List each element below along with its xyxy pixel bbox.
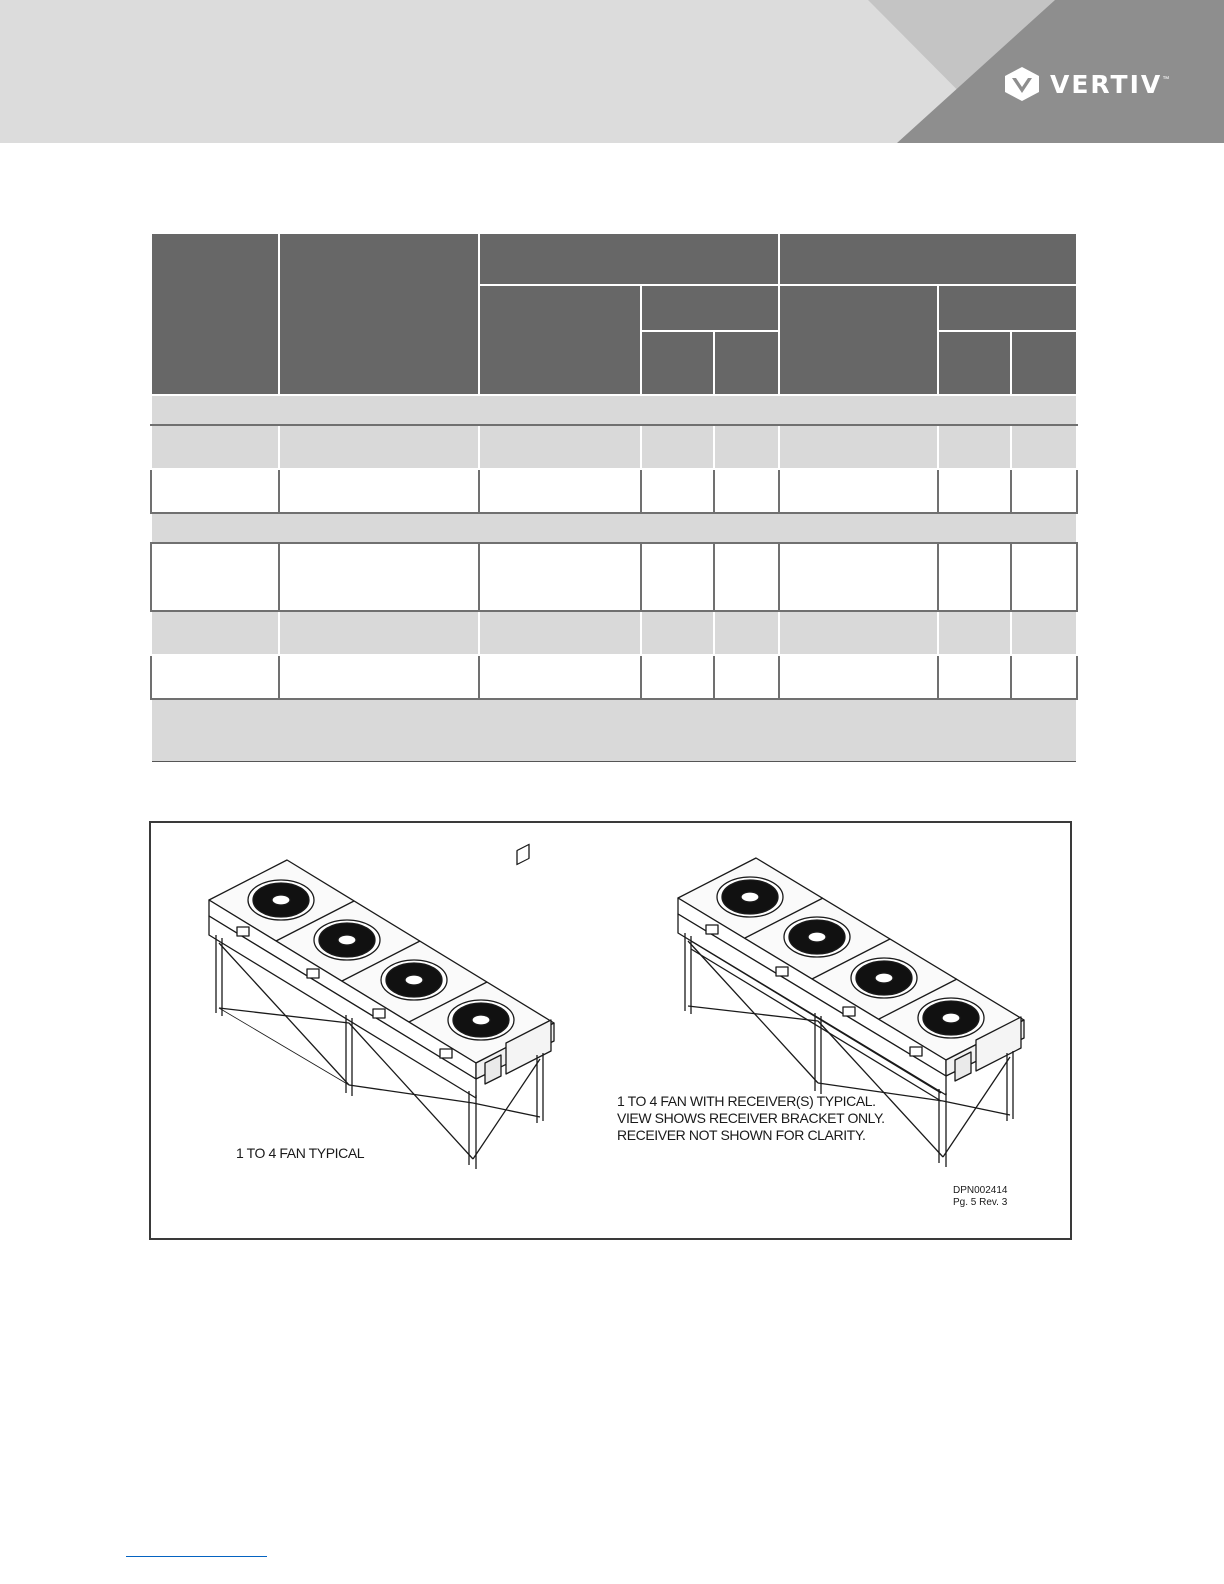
- fan-icon: [381, 960, 447, 1000]
- table-cell: [938, 611, 1011, 655]
- fan-icon: [448, 1000, 514, 1040]
- table-cell: [938, 543, 1011, 611]
- table-cell: [151, 611, 279, 655]
- brand-name: VERTIV: [1050, 69, 1163, 99]
- table-cell: [779, 543, 938, 611]
- fan-icon: [918, 998, 984, 1038]
- table-cell: [479, 611, 641, 655]
- table-cell: [938, 425, 1011, 469]
- vertiv-chevron-icon: [1003, 66, 1041, 102]
- spec-table: [150, 232, 1078, 762]
- table-header-row-1: [151, 233, 1077, 285]
- table-cell: [641, 611, 714, 655]
- table-cell: [779, 469, 938, 513]
- doc-number: DPN002414: [953, 1185, 1008, 1196]
- header-cell: [714, 331, 779, 395]
- table-cell: [714, 469, 779, 513]
- header-subgroup-cell: [641, 285, 779, 331]
- table-row: [151, 469, 1077, 513]
- section-row: [151, 513, 1077, 543]
- header-subgroup-cell: [938, 285, 1077, 331]
- left-figure-caption: 1 TO 4 FAN TYPICAL: [236, 1145, 365, 1161]
- table-cell: [479, 425, 641, 469]
- table-cell: [714, 611, 779, 655]
- table-cell: [779, 611, 938, 655]
- table-cell: [779, 425, 938, 469]
- table-cell: [279, 611, 479, 655]
- condenser-drawings: [151, 823, 1070, 1238]
- fan-icon: [784, 917, 850, 957]
- header-cell: [279, 233, 479, 395]
- table-cell: [151, 655, 279, 699]
- page-revision: Pg. 5 Rev. 3: [953, 1197, 1008, 1208]
- table-cell: [938, 655, 1011, 699]
- table-cell: [1011, 425, 1077, 469]
- document-reference: [953, 1185, 1007, 1209]
- footnote-row: [151, 699, 1077, 761]
- table-cell: [641, 655, 714, 699]
- fan-icon: [248, 880, 314, 920]
- table-cell: [279, 543, 479, 611]
- table-cell: [714, 425, 779, 469]
- table-cell: [1011, 543, 1077, 611]
- condenser-figure: [149, 821, 1072, 1240]
- header-cell: [151, 233, 279, 395]
- vertiv-logo: [1003, 66, 1169, 102]
- table-row: [151, 611, 1077, 655]
- left-condenser-drawing: [209, 844, 554, 1169]
- section-cell: [151, 513, 1077, 543]
- trademark: ™: [1162, 75, 1170, 83]
- table-cell: [714, 543, 779, 611]
- header-cell: [938, 331, 1011, 395]
- header-cell: [779, 285, 938, 395]
- fan-icon: [717, 877, 783, 917]
- table-cell: [641, 425, 714, 469]
- table-cell: [279, 469, 479, 513]
- section-cell: [151, 395, 1077, 425]
- table-cell: [279, 425, 479, 469]
- table-cell: [151, 543, 279, 611]
- table-cell: [479, 543, 641, 611]
- table-cell: [279, 655, 479, 699]
- section-row: [151, 395, 1077, 425]
- table-cell: [151, 425, 279, 469]
- table-cell: [479, 469, 641, 513]
- table-cell: [714, 655, 779, 699]
- header-group-cell: [479, 233, 779, 285]
- table-cell: [641, 469, 714, 513]
- header-cell: [479, 285, 641, 395]
- footnote-cell: [151, 699, 1077, 761]
- fan-icon: [851, 958, 917, 998]
- table-cell: [1011, 469, 1077, 513]
- fan-icon: [314, 920, 380, 960]
- header-group-cell: [779, 233, 1077, 285]
- table-row: [151, 543, 1077, 611]
- table-cell: [1011, 655, 1077, 699]
- footer-link-underline[interactable]: [126, 1556, 267, 1557]
- header-banner: [0, 0, 1224, 143]
- table-cell: [479, 655, 641, 699]
- header-cell: [641, 331, 714, 395]
- header-cell: [1011, 331, 1077, 395]
- table-cell: [1011, 611, 1077, 655]
- table-cell: [938, 469, 1011, 513]
- table-cell: [151, 469, 279, 513]
- table-row: [151, 655, 1077, 699]
- table-row: [151, 425, 1077, 469]
- table-cell: [641, 543, 714, 611]
- table-cell: [779, 655, 938, 699]
- right-figure-caption: 1 TO 4 FAN WITH RECEIVER(S) TYPICAL. VIEW SHOWS RECEIVER BRACKET ONLY. RECEIVER NOT SHOWN FOR CLARITY.: [617, 1093, 885, 1143]
